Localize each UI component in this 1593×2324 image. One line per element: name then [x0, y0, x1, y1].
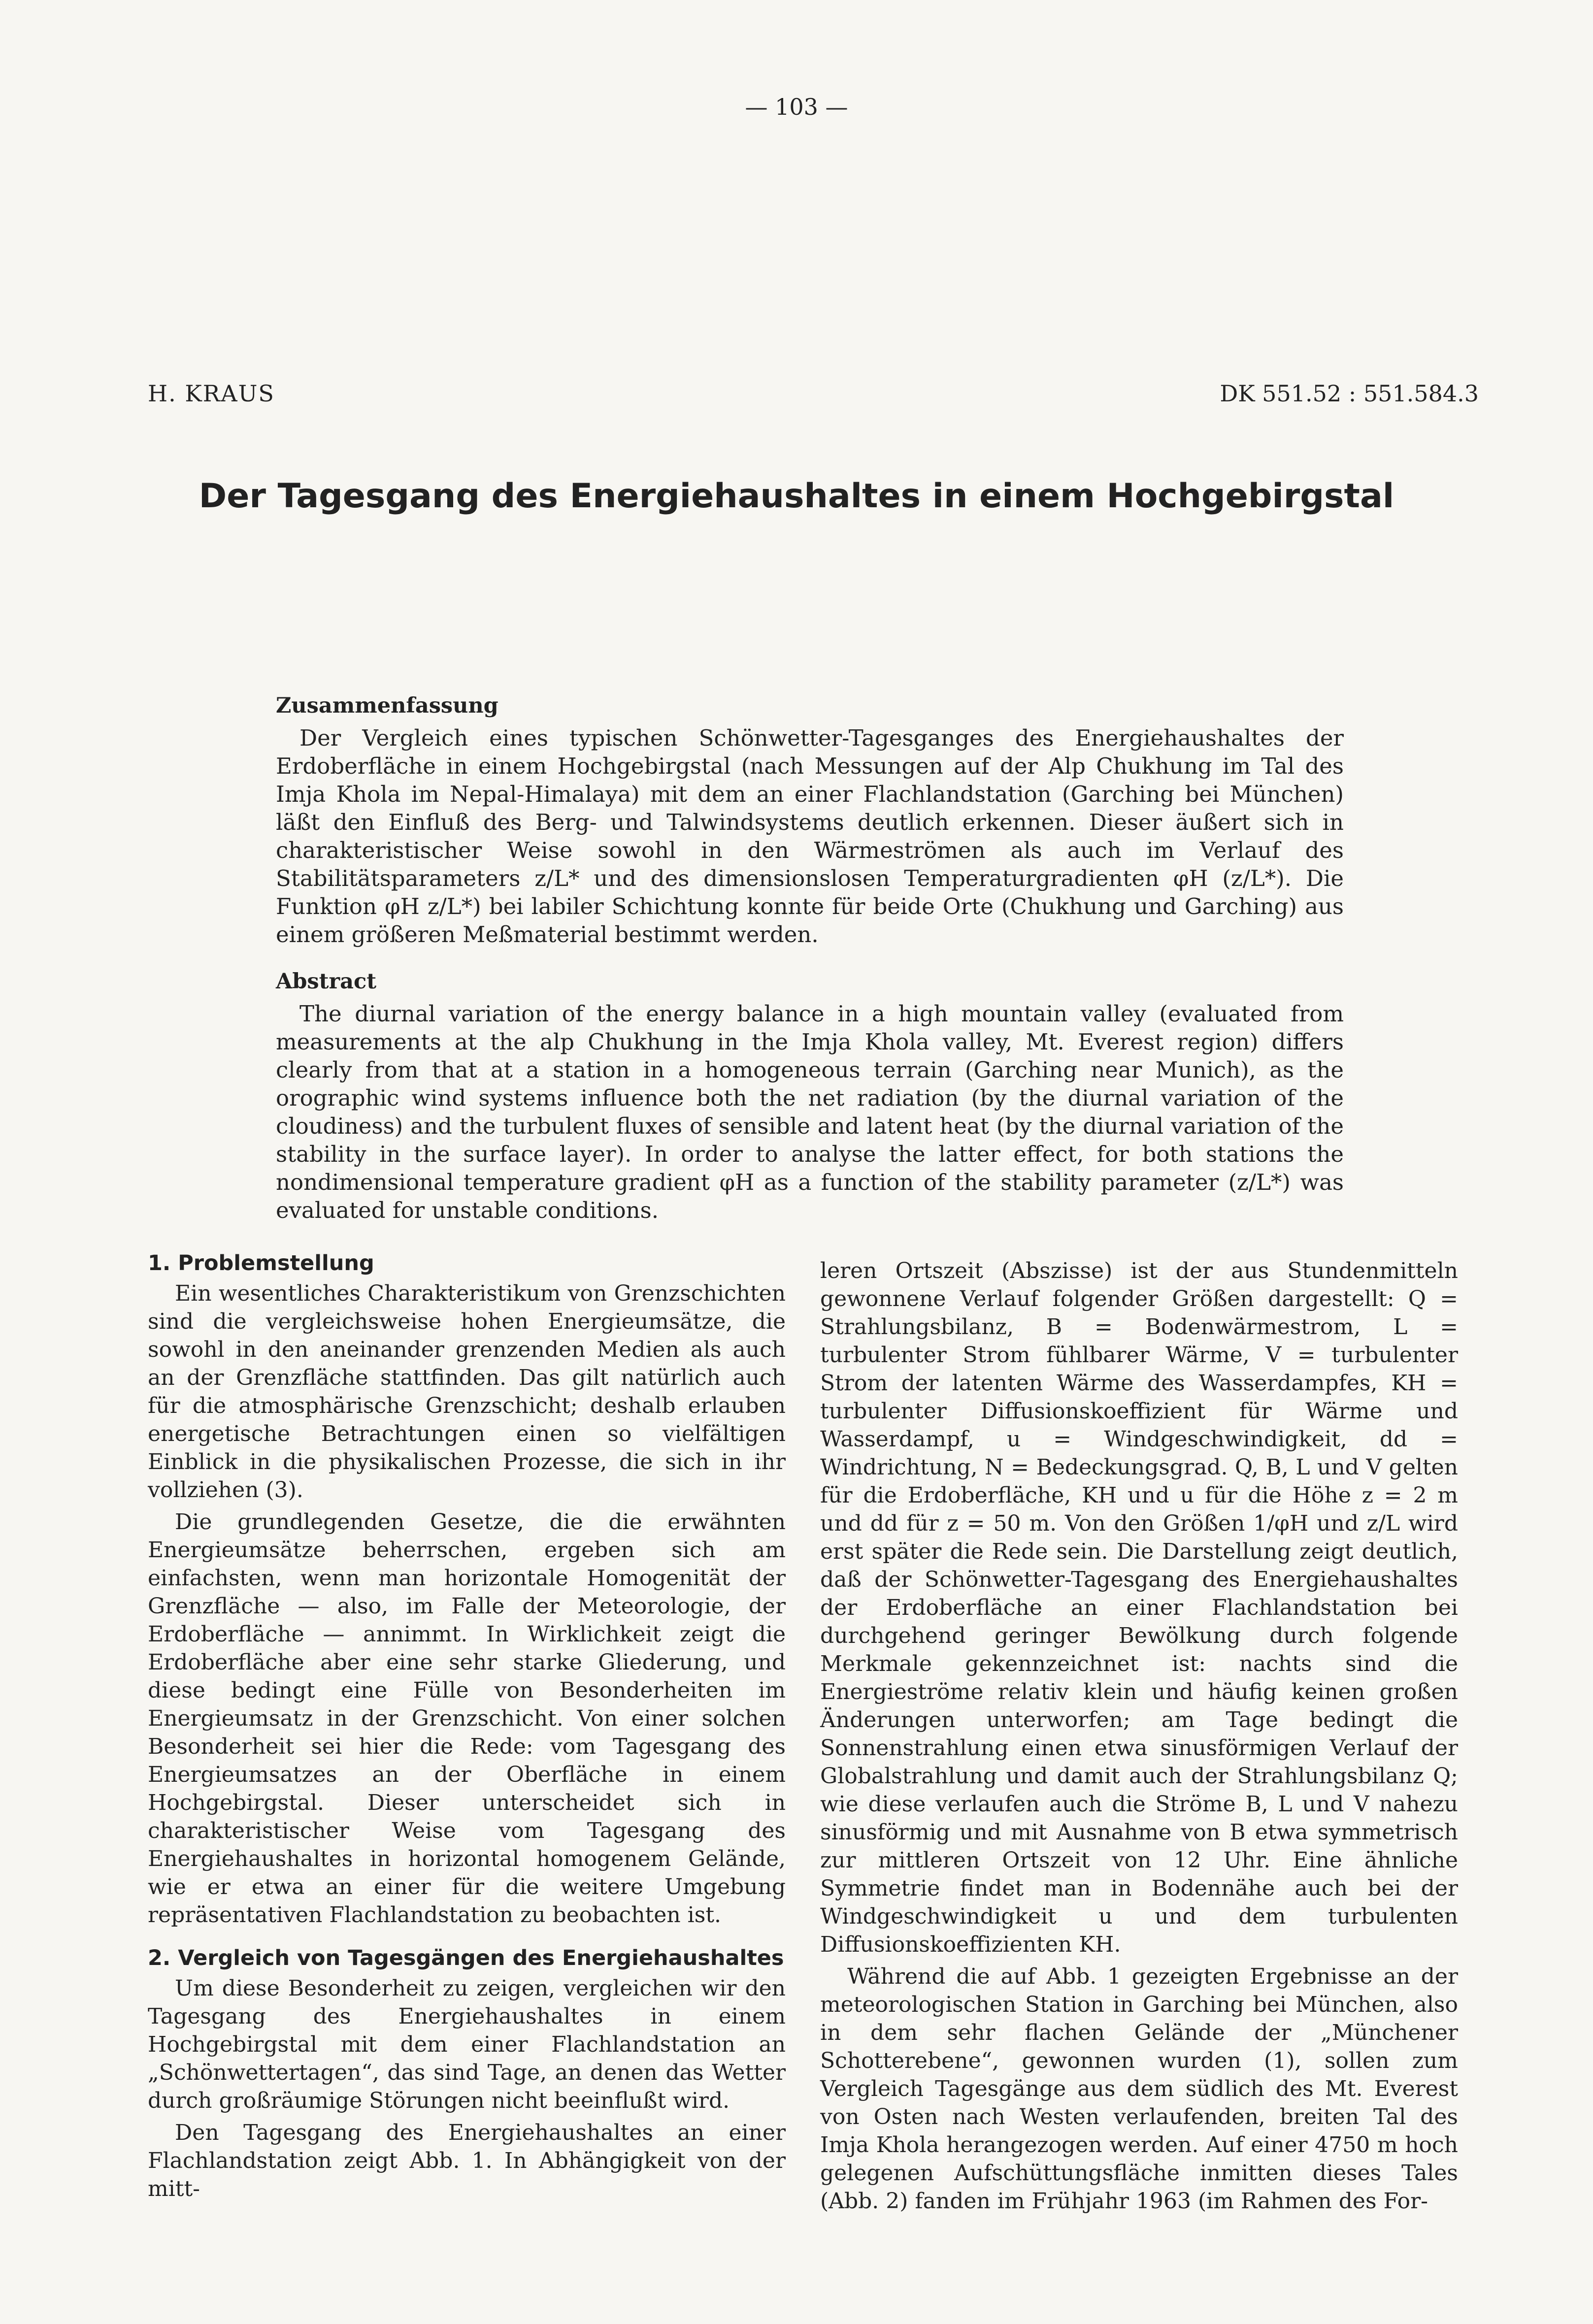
abstract-block: [276, 969, 1344, 1224]
section-1-heading: 1. Problemstellung: [148, 1251, 374, 1276]
abstract-heading: Abstract: [276, 969, 377, 994]
section-1-paragraph: Die grundlegenden Gesetze, die die erwähnten Energieumsätze beherrschen, ergeben sich am einfachsten, wenn man horizontale Homogenität der Grenzfläche — also, im Falle der Meteorologie, der Erdoberfläche — annimmt. In Wirklichkeit zeigt die Erdoberfläche aber eine sehr starke Gliederung, und diese bedingt eine Fülle von Besonderheiten im Energieumsatz in der Grenzschicht. Von einer solchen Besonderheit sei hier die Rede: vom Tagesgang des Energieumsatzes an der Oberfläche in einem Hochgebirgstal. Dieser unterscheidet sich in charakteristischer Weise vom Tagesgang des Energiehaushaltes in horizontal homogenem Gelände, wie er etwa an einer für die weitere Umgebung repräsentativen Flachlandstation zu beobachten ist.: [148, 1509, 786, 1928]
left-column: [148, 1251, 786, 2203]
paper-title: Der Tagesgang des Energiehaushaltes in einem Hochgebirgstal: [199, 477, 1394, 516]
right-column-paragraph: Während die auf Abb. 1 gezeigten Ergebnisse an der meteorologischen Station in Garching bei München, also in dem sehr flachen Gelände der „Münchener Schotterebene“, gewonnen wurden (1), sollen zum Vergleich Tagesgänge aus dem südlich des Mt. Everest von Osten nach Westen verlaufenden, breiten Tal des Imja Khola herangezogen werden. Auf einer 4750 m hoch gelegenen Aufschüttungsfläche inmitten dieses Tales (Abb. 2) fanden im Frühjahr 1963 (im Rahmen des For-: [820, 1964, 1458, 2214]
zusammenfassung-block: [276, 693, 1344, 949]
zusammenfassung-heading: Zusammenfassung: [276, 693, 498, 718]
section-2-heading: 2. Vergleich von Tagesgängen des Energiehaushaltes: [148, 1946, 784, 1970]
right-column: [820, 1257, 1458, 2215]
page-number: — 103 —: [745, 94, 848, 120]
section-2-paragraph: Um diese Besonderheit zu zeigen, vergleichen wir den Tagesgang des Energiehaushaltes in einem Hochgebirgstal mit dem einer Flachlandstation an „Schönwettertagen“, das sind Tage, an denen das Wetter durch großräumige Störungen nicht beeinflußt wird.: [148, 1976, 786, 2113]
abstract-text: The diurnal variation of the energy balance in a high mountain valley (evaluated from measurements at the alp Chukhung in the Imja Khola valley, Mt. Everest region) differs clearly from that at a station in a homogeneous terrain (Garching near Munich), as the orographic wind systems influence both the net radiation (by the diurnal variation of the cloudiness) and the turbulent fluxes of sensible and latent heat (by the diurnal variation of the stability in the surface layer). In order to analyse the latter effect, for both stations the nondimensional temperature gradient φH as a function of the stability parameter (z/L*) was evaluated for unstable conditions.: [276, 1001, 1344, 1223]
zusammenfassung-text: Der Vergleich eines typischen Schönwetter-Tagesganges des Energiehaushaltes der Erdoberfläche in einem Hochgebirgstal (nach Messungen auf der Alp Chukhung im Tal des Imja Khola im Nepal-Himalaya) mit dem an einer Flachlandstation (Garching bei München) läßt den Einfluß des Berg- und Talwindsystems deutlich erkennen. Dieser äußert sich in charakteristischer Weise sowohl in den Wärmeströmen als auch im Verlauf des Stabilitätsparameters z/L* und des dimensionslosen Temperaturgradienten φH (z/L*). Die Funktion φH z/L*) bei labiler Schichtung konnte für beide Orte (Chukhung und Garching) aus einem größeren Meßmaterial bestimmt werden.: [276, 725, 1344, 948]
section-1-paragraph: Ein wesentliches Charakteristikum von Grenzschichten sind die vergleichsweise hohen Energieumsätze, die sowohl in den aneinander grenzenden Medien als auch an der Grenzfläche stattfinden. Das gilt natürlich auch für die atmosphärische Grenzschicht; deshalb erlauben energetische Betrachtungen einen so vielfältigen Einblick in die physikalischen Prozesse, die sich in ihr vollziehen (3).: [148, 1281, 786, 1503]
section-2-paragraph: Den Tagesgang des Energiehaushaltes an einer Flachlandstation zeigt Abb. 1. In Abhängigkeit von der mitt-: [148, 2120, 786, 2201]
dk-classification: DK 551.52 : 551.584.3: [1220, 380, 1479, 407]
author-name: H. KRAUS: [148, 380, 275, 407]
right-column-paragraph: leren Ortszeit (Abszisse) ist der aus Stundenmitteln gewonnene Verlauf folgender Größen dargestellt: Q = Strahlungsbilanz, B = Bodenwärmestrom, L = turbulenter Strom fühlbarer Wärme, V = turbulenter Strom der latenten Wärme des Wasserdampfes, KH = turbulenter Diffusionskoeffizient für Wärme und Wasserdampf, u = Windgeschwindigkeit, dd = Windrichtung, N = Bedeckungsgrad. Q, B, L und V gelten für die Erdoberfläche, KH und u für die Höhe z = 2 m und dd für z = 50 m. Von den Größen 1/φH und z/L wird erst später die Rede sein. Die Darstellung zeigt deutlich, daß der Schönwetter-Tagesgang des Energiehaushaltes der Erdoberfläche an einer Flachlandstation bei durchgehend geringer Bewölkung durch folgende Merkmale gekennzeichnet ist: nachts sind die Energieströme relativ klein und häufig keinen großen Änderungen unterworfen; am Tage bedingt die Sonnenstrahlung einen etwa sinusförmigen Verlauf der Globalstrahlung und damit auch der Strahlungsbilanz Q; wie diese verlaufen auch die Ströme B, L und V nahezu sinusförmig und mit Ausnahme von B etwa symmetrisch zur mittleren Ortszeit von 12 Uhr. Eine ähnliche Symmetrie findet man in Bodennähe auch bei der Windgeschwindigkeit u und dem turbulenten Diffusionskoeffizienten KH.: [820, 1258, 1458, 1957]
